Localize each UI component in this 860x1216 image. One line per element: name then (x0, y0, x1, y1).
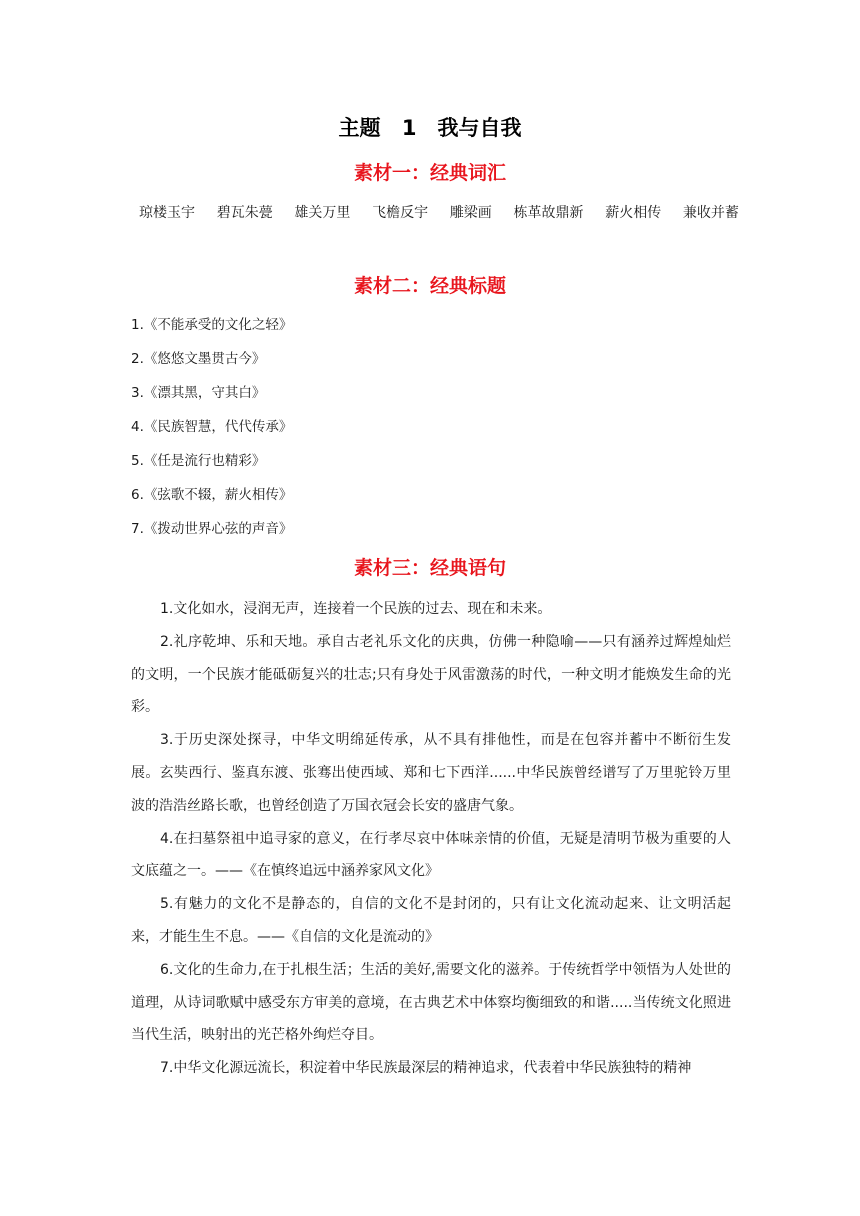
quote-paragraph: 2.礼序乾坤、乐和天地。承自古老礼乐文化的庆典，仿佛一种隐喻——只有涵养过辉煌灿烂的文明，一个民族才能砥砺复兴的壮志;只有身处于风雷激荡的时代，一种文明才能焕发生命的光彩。 (131, 633, 731, 716)
quote-paragraph: 1.文化如水，浸润无声，连接着一个民族的过去、现在和未来。 (160, 601, 552, 617)
vocabulary-term: 碧瓦朱甍 (216, 205, 273, 221)
section-heading-quotes: 素材三：经典语句 (353, 557, 506, 579)
quote-paragraph: 4.在扫墓祭祖中追寻家的意义，在行孝尽哀中体味亲情的价值，无疑是清明节极为重要的人文底蕴之一。——《在慎终追远中涵养家风文化》 (131, 830, 731, 880)
vocabulary-term: 薪火相传 (605, 205, 662, 221)
list-item: 4.《民族智慧，代代传承》 (131, 419, 293, 435)
title-list (131, 316, 292, 554)
vocabulary-list (139, 202, 739, 222)
quote-paragraph: 6.文化的生命力,在于扎根生活；生活的美好,需要文化的滋养。于传统哲学中领悟为人处世的道理，从诗词歌赋中感受东方审美的意境，在古典艺术中体察均衡细致的和谐.....当传统文化照进当代生活，映射出的光芒格外绚烂夺目。 (131, 961, 731, 1044)
document-title: 主题 1 我与自我 (338, 116, 522, 140)
list-item: 1.《不能承受的文化之轻》 (131, 317, 293, 333)
list-item: 2.《悠悠文墨贯古今》 (131, 351, 266, 367)
vocabulary-term: 飞檐反宇 (372, 205, 429, 221)
list-item: 3.《漂其黑，守其白》 (131, 385, 266, 401)
vocabulary-term: 兼收并蓄 (682, 205, 739, 221)
quote-paragraph: 3.于历史深处探寻，中华文明绵延传承，从不具有排他性，而是在包容并蓄中不断衍生发展。玄奘西行、鉴真东渡、张骞出使西域、郑和七下西洋......中华民族曾经谱写了万里驼铃万里波的浩浩丝路长歌，也曾经创造了万国衣冠会长安的盛唐气象。 (131, 732, 731, 814)
vocabulary-term: 雄关万里 (294, 205, 351, 221)
list-item: 6.《弦歌不辍，薪火相传》 (131, 487, 293, 503)
vocabulary-term: 雕梁画 (449, 205, 492, 221)
list-item: 5.《任是流行也精彩》 (131, 453, 266, 469)
section-heading-titles: 素材二：经典标题 (353, 275, 506, 297)
quote-list (131, 593, 731, 1085)
vocabulary-term: 琼楼玉宇 (139, 205, 195, 221)
quote-paragraph: 7.中华文化源远流长，积淀着中华民族最深层的精神追求，代表着中华民族独特的精神 (160, 1060, 692, 1077)
list-item: 7.《拨动世界心弦的声音》 (131, 521, 293, 537)
section-heading-vocabulary: 素材一：经典词汇 (353, 162, 506, 184)
vocabulary-term: 栋革故鼎新 (513, 205, 584, 221)
quote-paragraph: 5.有魅力的文化不是静态的，自信的文化不是封闭的，只有让文化流动起来、让文明活起来，才能生生不息。——《自信的文化是流动的》 (131, 896, 731, 945)
